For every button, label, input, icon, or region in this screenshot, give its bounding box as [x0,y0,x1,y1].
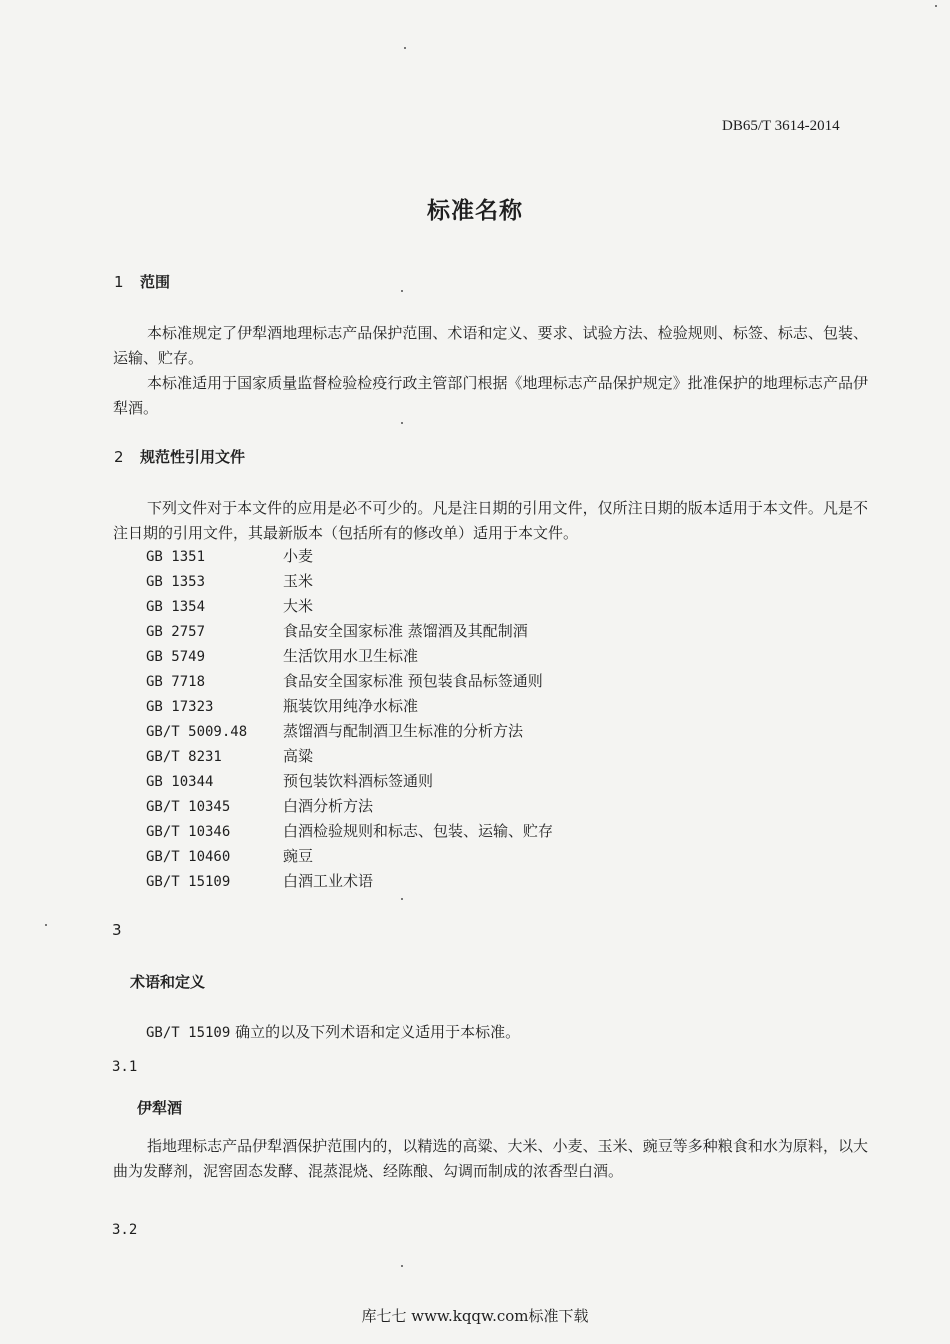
reference-row [146,619,553,644]
scan-speck [401,290,403,292]
reference-name: 白酒工业术语 [283,872,374,890]
reference-name: 瓶装饮用纯净水标准 [283,697,419,715]
section-title: 术语和定义 [130,973,206,991]
reference-name: 生活饮用水卫生标准 [283,647,419,665]
reference-row [146,544,553,569]
reference-code: GB 5749 [146,649,206,665]
section-number: 1 [114,273,124,291]
reference-name: 白酒检验规则和标志、包装、运输、贮存 [283,822,554,840]
subsection-3-1-number: 3.1 [112,1059,138,1075]
reference-code: GB 1351 [146,549,206,565]
section-3-number: 3 [112,921,122,939]
scan-speck [401,422,403,424]
reference-row [146,569,553,594]
definition-paragraph: 指地理标志产品伊犁酒保护范围内的，以精选的高粱、大米、小麦、玉米、豌豆等多种粮食和水为原料，以大曲为发酵剂，泥窖固态发酵、混蒸混烧、经陈酿、勾调而制成的浓香型白酒。 [113,1137,868,1180]
reference-name: 豌豆 [283,847,314,865]
reference-row [146,744,553,769]
reference-code: GB/T 10345 [146,799,231,815]
reference-row [146,844,553,869]
reference-code: GB 7718 [146,674,206,690]
section-3-intro [146,1021,520,1042]
reference-code: GB 2757 [146,624,206,640]
reference-row [146,669,553,694]
reference-code: GB/T 5009.48 [146,724,248,740]
reference-row [146,769,553,794]
section-number: 2 [114,448,124,466]
reference-name: 预包装饮料酒标签通则 [283,772,434,790]
reference-row [146,644,553,669]
reference-row [146,719,553,744]
reference-code: GB/T 10460 [146,849,231,865]
reference-row [146,694,553,719]
standard-number: DB65/T 3614-2014 [722,118,840,134]
reference-row [146,819,553,844]
section-2-heading [114,446,245,467]
reference-name: 食品安全国家标准 蒸馏酒及其配制酒 [283,622,528,640]
reference-code: GB 17323 [146,699,214,715]
reference-code: GB 1354 [146,599,206,615]
reference-code: GB/T 8231 [146,749,222,765]
reference-name: 白酒分析方法 [283,797,374,815]
paragraph: 本标准适用于国家质量监督检验检疫行政主管部门根据《地理标志产品保护规定》批准保护的地理标志产品伊犁酒。 [113,374,868,417]
subsection-3-2-number: 3.2 [112,1222,138,1238]
section-3-heading [130,971,205,992]
section-title: 规范性引用文件 [140,448,246,466]
reference-name: 高粱 [283,747,314,765]
reference-row [146,869,553,894]
reference-name: 小麦 [283,547,314,565]
intro-text: 确立的以及下列术语和定义适用于本标准。 [235,1023,521,1041]
term-heading [137,1097,182,1118]
footer-watermark: 库七七 www.kqqw.com标准下载 [361,1307,589,1325]
scan-speck [401,1265,403,1267]
reference-code: GB 10344 [146,774,214,790]
scan-speck [935,5,937,7]
section-1-heading [114,271,170,292]
reference-code: GB/T 15109 [146,1025,231,1041]
section-title: 范围 [140,273,171,291]
reference-row [146,794,553,819]
reference-name: 玉米 [283,572,314,590]
reference-name: 食品安全国家标准 预包装食品标签通则 [283,672,543,690]
scan-speck [404,47,406,49]
reference-code: GB/T 10346 [146,824,231,840]
reference-code: GB/T 15109 [146,874,231,890]
term: 伊犁酒 [137,1099,183,1117]
reference-name: 蒸馏酒与配制酒卫生标准的分析方法 [283,722,524,740]
paragraph: 下列文件对于本文件的应用是必不可少的。凡是注日期的引用文件，仅所注日期的版本适用于本文件。凡是不注日期的引用文件，其最新版本（包括所有的修改单）适用于本文件。 [113,499,868,542]
reference-code: GB 1353 [146,574,206,590]
reference-list [146,544,553,894]
paragraph: 本标准规定了伊犁酒地理标志产品保护范围、术语和定义、要求、试验方法、检验规则、标签、标志、包装、运输、贮存。 [113,324,868,367]
scan-speck [45,924,47,926]
reference-name: 大米 [283,597,314,615]
document-title: 标准名称 [427,198,523,224]
scan-speck [401,898,403,900]
reference-row [146,594,553,619]
